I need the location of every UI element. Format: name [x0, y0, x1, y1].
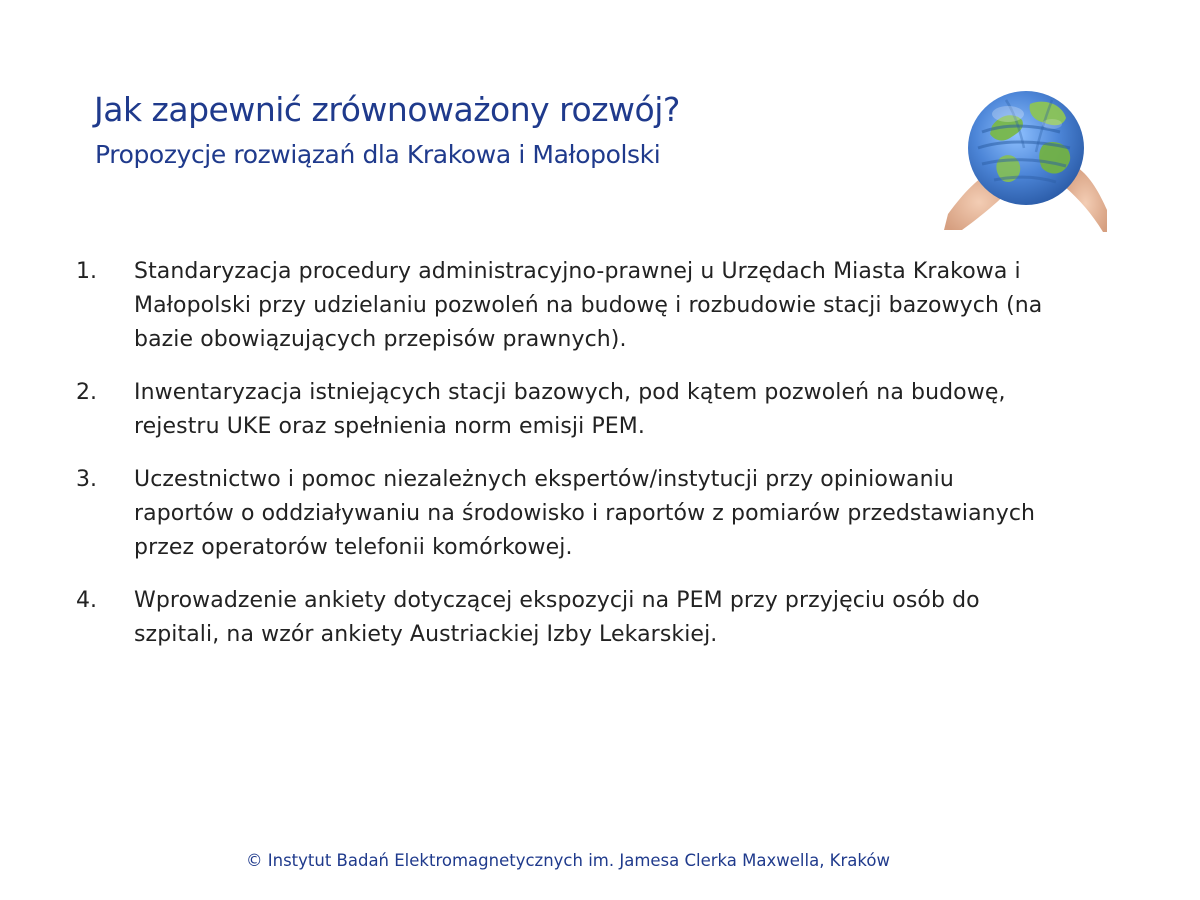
- footer-copyright: © Instytut Badań Elektromagnetycznych im. Jamesa Clerka Maxwella, Kraków: [246, 851, 890, 870]
- item-number: 4.: [76, 588, 97, 613]
- item-text: Uczestnictwo i pomoc niezależnych ekspertów/instytucji przy opiniowaniu raportów o oddziaływaniu na środowisko i raportów z pomiarów przedstawianych przez operatorów telefonii komórkowej.: [134, 467, 1036, 560]
- item-number: 1.: [76, 259, 97, 284]
- item-number: 3.: [76, 467, 97, 492]
- proposal-list: [76, 255, 1076, 671]
- slide-subtitle: Propozycje rozwiązań dla Krakowa i Małopolski: [95, 140, 661, 169]
- earth-hands-image: [944, 82, 1107, 232]
- item-text: Inwentaryzacja istniejących stacji bazowych, pod kątem pozwoleń na budowę, rejestru UKE oraz spełnienia norm emisji PEM.: [134, 380, 1006, 439]
- item-number: 2.: [76, 380, 97, 405]
- earth-hands-icon: [944, 82, 1107, 232]
- list-item: [76, 255, 1076, 357]
- item-text: Wprowadzenie ankiety dotyczącej ekspozycji na PEM przy przyjęciu osób do szpitali, na wzór ankiety Austriackiej Izby Lekarskiej.: [134, 588, 980, 647]
- list-item: [76, 584, 1076, 652]
- item-text: Standaryzacja procedury administracyjno-prawnej u Urzędach Miasta Krakowa i Małopolski przy udzielaniu pozwoleń na budowę i rozbudowie stacji bazowych (na bazie obowiązujących przepisów prawnych).: [134, 259, 1043, 352]
- list-item: [76, 376, 1076, 444]
- slide-title: Jak zapewnić zrównoważony rozwój?: [94, 90, 680, 129]
- list-item: [76, 463, 1076, 565]
